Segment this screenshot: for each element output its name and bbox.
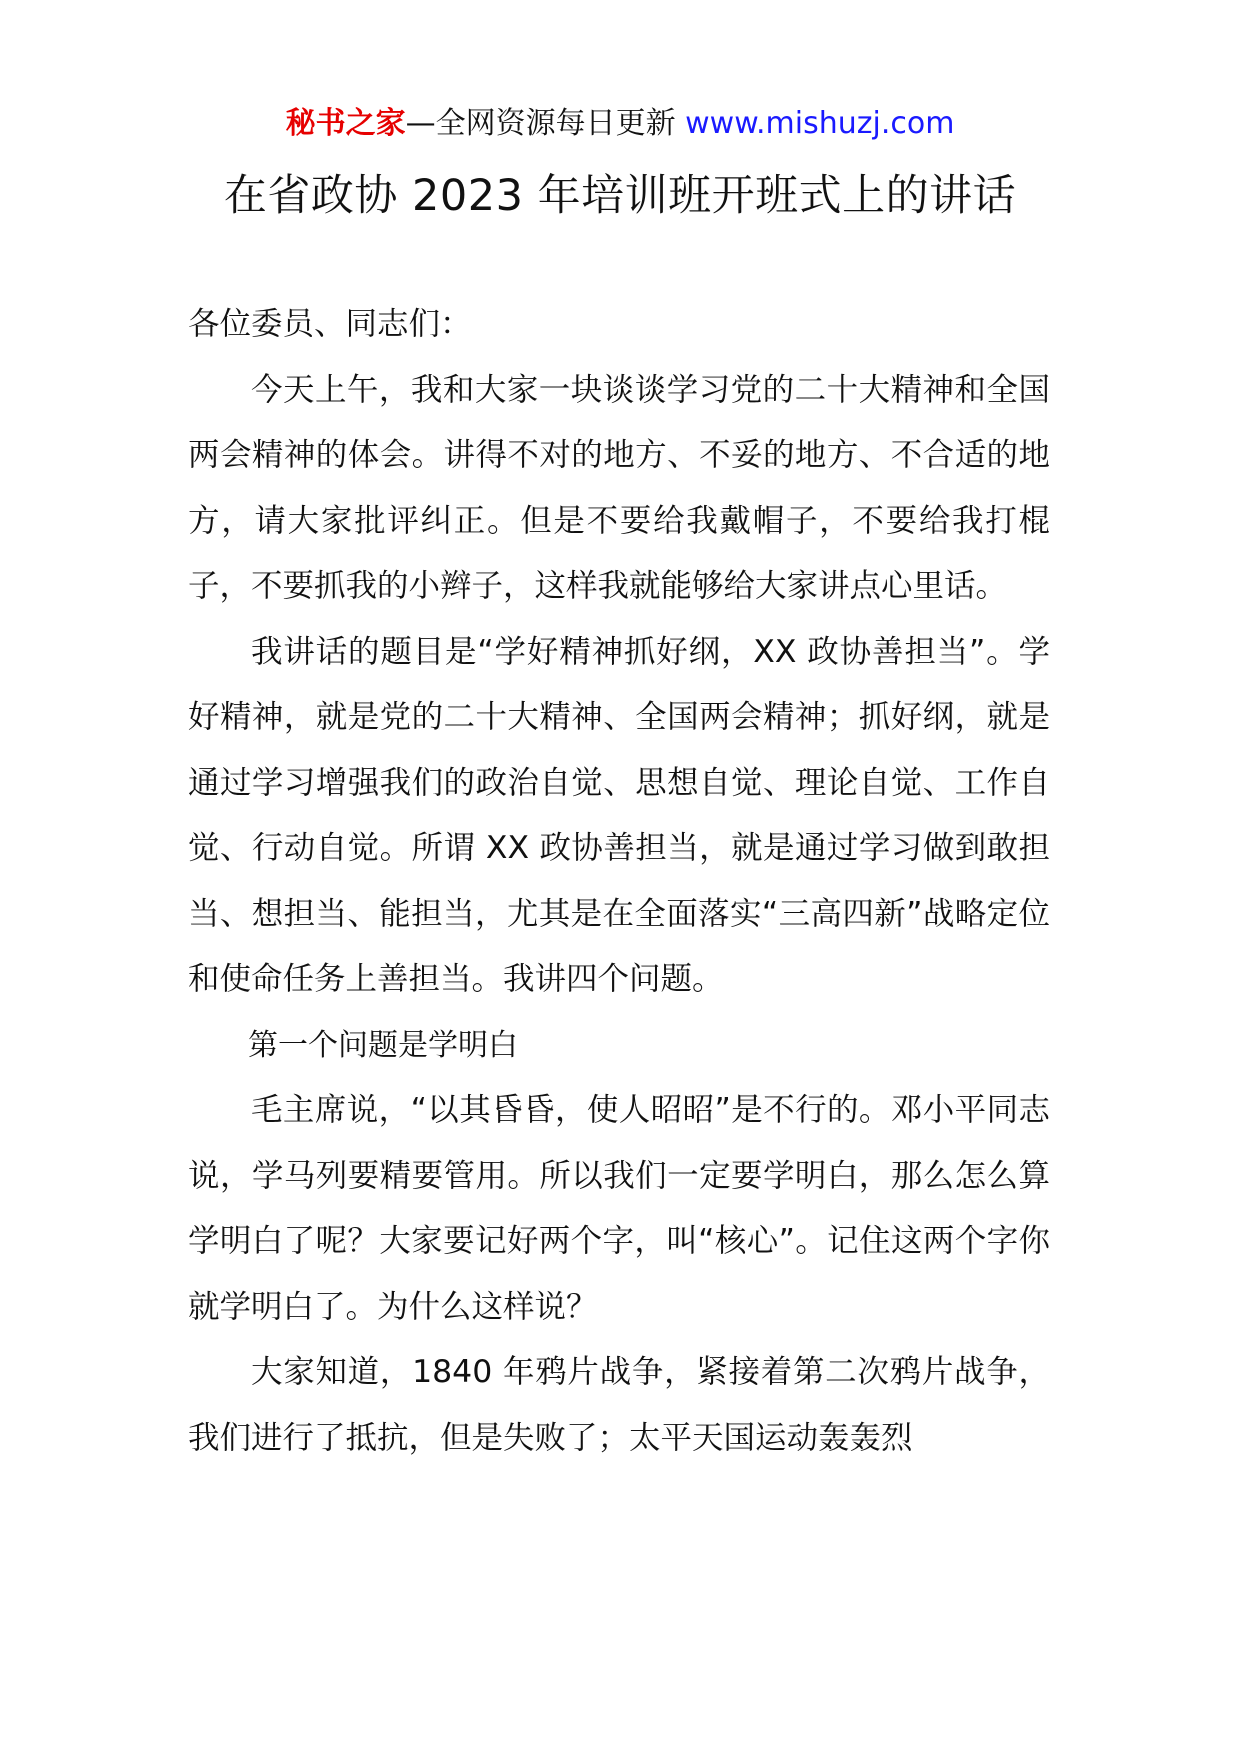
paragraph: 大家知道，1840 年鸦片战争，紧接着第二次鸦片战争，我们进行了抵抗，但是失败了；太平天国运动轰轰烈 (188, 1354, 1050, 1456)
salutation: 各位委员、同志们： (188, 306, 472, 342)
brand-name: 秘书之家 (285, 106, 406, 141)
header-tagline: —全网资源每日更新 (405, 106, 686, 141)
paragraph: 今天上午，我和大家一块谈谈学习党的二十大精神和全国两会精神的体会。讲得不对的地方、不妥的地方、不合适的地方，请大家批评纠正。但是不要给我戴帽子，不要给我打棍子，不要抓我的小辫子，这样我就能够给大家讲点心里话。 (188, 371, 1050, 604)
section-heading: 第一个问题是学明白 (248, 1027, 518, 1063)
paragraph: 我讲话的题目是“学好精神抓好纲，XX 政协善担当”。学好精神，就是党的二十大精神、全国两会精神；抓好纲，就是通过学习增强我们的政治自觉、思想自觉、理论自觉、工作自觉、行动自觉。所谓 XX 政协善担当，就是通过学习做到敢担当、想担当、能担当，尤其是在全面落实“三高四新”战略定位和使命任务上善担当。我讲四个问题。 (188, 633, 1050, 997)
site-url-link[interactable]: www.mishuzj.com (685, 106, 955, 141)
document-body (188, 292, 1050, 1471)
document-title: 在省政协 2023 年培训班开班式上的讲话 (223, 171, 1017, 221)
site-header (0, 104, 1240, 144)
paragraph: 毛主席说，“以其昏昏，使人昭昭”是不行的。邓小平同志说，学马列要精要管用。所以我们一定要学明白，那么怎么算学明白了呢？大家要记好两个字，叫“核心”。记住这两个字你就学明白了。为什么这样说？ (188, 1092, 1050, 1325)
